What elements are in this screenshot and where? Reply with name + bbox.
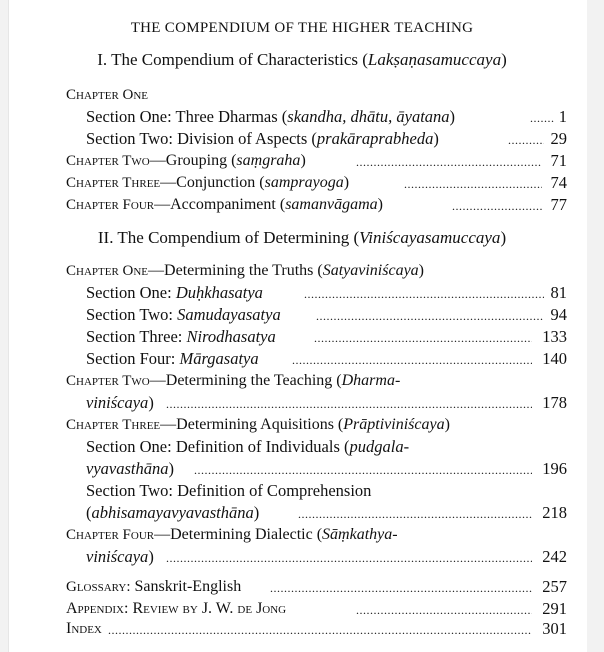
part-one-heading: I. The Compendium of Characteristics (Lakṣaṇasamuccaya) [97,50,507,69]
toc-entry: viniścaya) ..... 242 [0,546,604,568]
toc-chapter-heading: Chapter One—Determining the Truths (Satyaviniścaya) [66,262,424,279]
toc-entry: (abhisamayavyavasthāna) ..... 218 [0,502,604,524]
toc-entry: Chapter Three—Conjunction (samprayoga) ..... 74 [0,172,604,194]
toc-entry: viniścaya) ..... 178 [0,392,604,414]
toc-entry: Chapter Two—Grouping (saṃgraha) ..... 71 [0,150,604,172]
toc-entry: Section Two: Samudayasatya ..... 94 [0,304,604,326]
toc-entry: Chapter Four—Accompaniment (samanvāgama) ..... 77 [0,194,604,216]
toc-entry: Section Three: Nirodhasatya ..... 133 [0,326,604,348]
toc-chapter-heading: Chapter One [66,87,149,103]
toc-entry: Section One: Three Dharmas (skandha, dhātu, āyatana) ..... 1 [0,106,604,128]
toc-chapter-heading: Chapter Two—Determining the Teaching (Dharma- [66,372,401,389]
toc-entry: Section One: Definition of Individuals (pudgala- [86,437,410,456]
toc-chapter-heading: Chapter Four—Determining Dialectic (Sāṃkathya- [66,526,398,543]
toc-entry: vyavasthāna) ..... 196 [0,458,604,480]
toc-entry: Section Two: Definition of Comprehension [86,481,372,500]
page-title: THE COMPENDIUM OF THE HIGHER TEACHING [130,20,474,36]
toc-entry: Section One: Duḥkhasatya ..... 81 [0,282,604,304]
toc-chapter-heading: Chapter Three—Determining Aquisitions (Prāptiviniścaya) [66,416,450,433]
toc-entry: Section Two: Division of Aspects (prakāraprabheda) ..... 29 [0,128,604,150]
toc-entry: Section Four: Mārgasatya ..... 140 [0,348,604,370]
toc-entry-index: Index ..... 301 [0,618,604,640]
part-two-heading: II. The Compendium of Determining (Viniścayasamuccaya) [97,228,507,247]
toc-entry-glossary: Glossary: Sanskrit-English ..... 257 [0,576,604,598]
toc-entry-appendix: Appendix: Review by J. W. de Jong ..... 291 [0,598,604,620]
